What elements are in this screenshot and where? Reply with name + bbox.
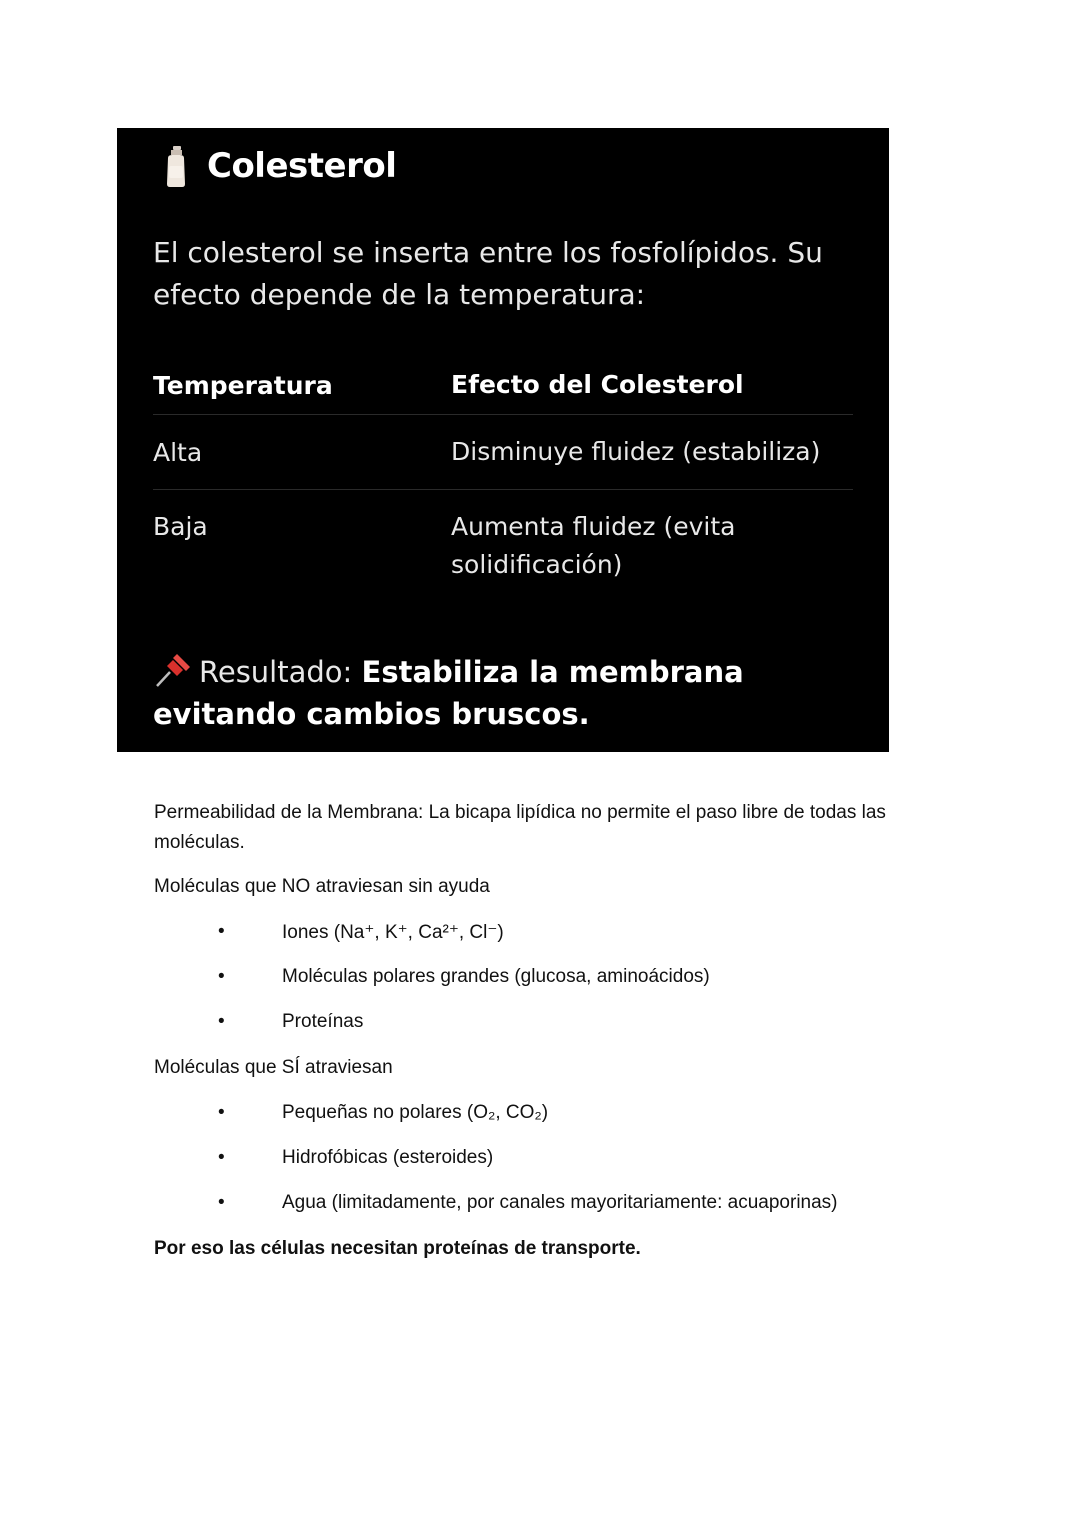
table-header-row xyxy=(153,356,853,415)
list-item-text: Agua (limitadamente, por canales mayoritariamente: acuaporinas) xyxy=(282,1192,838,1213)
list-item xyxy=(154,1011,954,1037)
bullet: • xyxy=(218,1192,225,1213)
table-row xyxy=(153,490,853,584)
list-item-text: Hidrofóbicas (esteroides) xyxy=(282,1147,494,1168)
result-text: Estabiliza la membrana evitando cambios bruscos. xyxy=(153,655,744,731)
list-item-text: Pequeñas no polares (O₂, CO₂) xyxy=(282,1102,549,1123)
header-effect: Efecto del Colesterol xyxy=(451,370,744,399)
cholesterol-table xyxy=(153,356,853,584)
list-item xyxy=(154,921,954,947)
section-title: Colesterol xyxy=(207,146,397,186)
result-label: Resultado: xyxy=(199,655,353,689)
cross-heading: Moléculas que SÍ atraviesan xyxy=(154,1057,393,1078)
bullet: • xyxy=(218,1011,225,1032)
lotion-bottle-icon xyxy=(161,146,191,188)
list-item xyxy=(154,1147,954,1173)
list-item xyxy=(154,1102,954,1128)
conclusion-text: Por eso las células necesitan proteínas de transporte. xyxy=(154,1238,641,1259)
pushpin-icon xyxy=(153,650,193,688)
header-temperature: Temperatura xyxy=(153,370,333,400)
cell-temperature: Alta xyxy=(153,437,203,467)
list-item xyxy=(154,966,954,992)
list-item xyxy=(154,1192,954,1218)
cell-effect: Disminuye fluidez (estabiliza) xyxy=(451,437,821,466)
embedded-screenshot xyxy=(117,128,889,752)
list-item-text: Proteínas xyxy=(282,1011,364,1032)
table-row xyxy=(153,415,853,490)
bullet: • xyxy=(218,1147,225,1168)
intro-text: El colesterol se inserta entre los fosfolípidos. Su efecto depende de la temperatura: xyxy=(153,236,823,311)
list-item-text: Iones (Na⁺, K⁺, Ca²⁺, Cl⁻) xyxy=(282,922,504,943)
permeability-paragraph: Permeabilidad de la Membrana: La bicapa lipídica no permite el paso libre de todas las moléculas. xyxy=(154,802,886,853)
not-cross-heading: Moléculas que NO atraviesan sin ayuda xyxy=(154,876,490,897)
bullet: • xyxy=(218,921,225,942)
cell-effect: Aumenta fluidez (evita solidificación) xyxy=(451,512,736,579)
result-line xyxy=(153,650,873,735)
list-item-text: Moléculas polares grandes (glucosa, aminoácidos) xyxy=(282,966,710,987)
cell-temperature: Baja xyxy=(153,512,208,541)
bullet: • xyxy=(218,1102,225,1123)
bullet: • xyxy=(218,966,225,987)
